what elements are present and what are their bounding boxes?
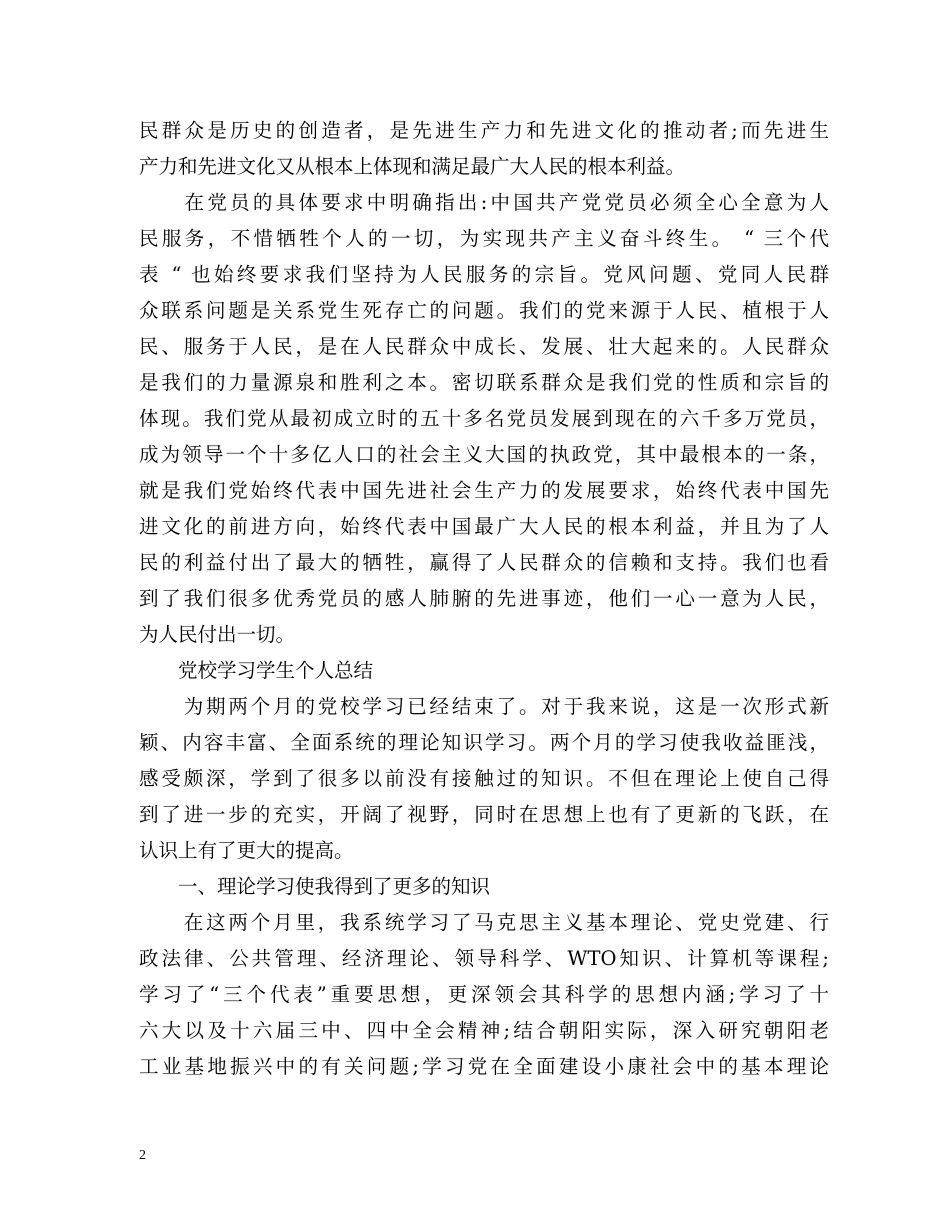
text-line: 颖、内容丰富、全面系统的理论知识学习。两个月的学习使我收益匪浅， — [139, 731, 829, 754]
text-line: 认识上有了更大的提高。 — [139, 839, 354, 862]
text-line: 就是我们党始终代表中国先进社会生产力的发展要求，始终代表中国先 — [139, 479, 829, 502]
text-line: 政法律、公共管理、经济理论、领导科学、WTO知识、计算机等课程; — [139, 947, 829, 970]
text-line: 表 “ 也始终要求我们坚持为人民服务的宗旨。党风问题、党同人民群 — [139, 263, 829, 286]
body-text — [139, 113, 829, 1085]
text-line: 进文化的前进方向，始终代表中国最广大人民的根本利益，并且为了人 — [139, 515, 829, 538]
text-line: 一、理论学习使我得到了更多的知识 — [139, 875, 491, 898]
text-line: 民、服务于人民，是在人民群众中成长、发展、壮大起来的。人民群众 — [139, 335, 829, 358]
text-line: 成为领导一个十多亿人口的社会主义大国的执政党，其中最根本的一条， — [139, 443, 829, 466]
text-line: 在党员的具体要求中明确指出:中国共产党党员必须全心全意为人 — [139, 191, 829, 214]
text-line: 为人民付出一切。 — [139, 623, 296, 646]
text-line: 体现。我们党从最初成立时的五十多名党员发展到现在的六千多万党员， — [139, 407, 829, 430]
text-line: 感受颇深，学到了很多以前没有接触过的知识。不但在理论上使自己得 — [139, 767, 829, 790]
page-number: 2 — [139, 1148, 146, 1163]
text-line: 民群众是历史的创造者，是先进生产力和先进文化的推动者;而先进生 — [139, 119, 829, 142]
text-line: 在这两个月里，我系统学习了马克思主义基本理论、党史党建、行 — [139, 911, 829, 934]
text-line: 党校学习学生个人总结 — [139, 659, 374, 682]
text-line: 学习了“三个代表”重要思想，更深领会其科学的思想内涵;学习了十 — [139, 983, 829, 1006]
text-line: 产力和先进文化又从根本上体现和满足最广大人民的根本利益。 — [139, 155, 686, 178]
text-line: 六大以及十六届三中、四中全会精神;结合朝阳实际，深入研究朝阳老 — [139, 1019, 829, 1042]
text-line: 到了我们很多优秀党员的感人肺腑的先进事迹，他们一心一意为人民， — [139, 587, 829, 610]
text-line: 工业基地振兴中的有关问题;学习党在全面建设小康社会中的基本理论 — [139, 1055, 829, 1078]
text-line: 众联系问题是关系党生死存亡的问题。我们的党来源于人民、植根于人 — [139, 299, 829, 322]
text-line: 民服务，不惜牺牲个人的一切，为实现共产主义奋斗终生。 “ 三个代 — [139, 227, 829, 250]
text-line: 民的利益付出了最大的牺牲，赢得了人民群众的信赖和支持。我们也看 — [139, 551, 829, 574]
text-line: 到了进一步的充实，开阔了视野，同时在思想上也有了更新的飞跃，在 — [139, 803, 829, 826]
text-line: 是我们的力量源泉和胜利之本。密切联系群众是我们党的性质和宗旨的 — [139, 371, 829, 394]
text-line: 为期两个月的党校学习已经结束了。对于我来说，这是一次形式新 — [139, 695, 829, 718]
